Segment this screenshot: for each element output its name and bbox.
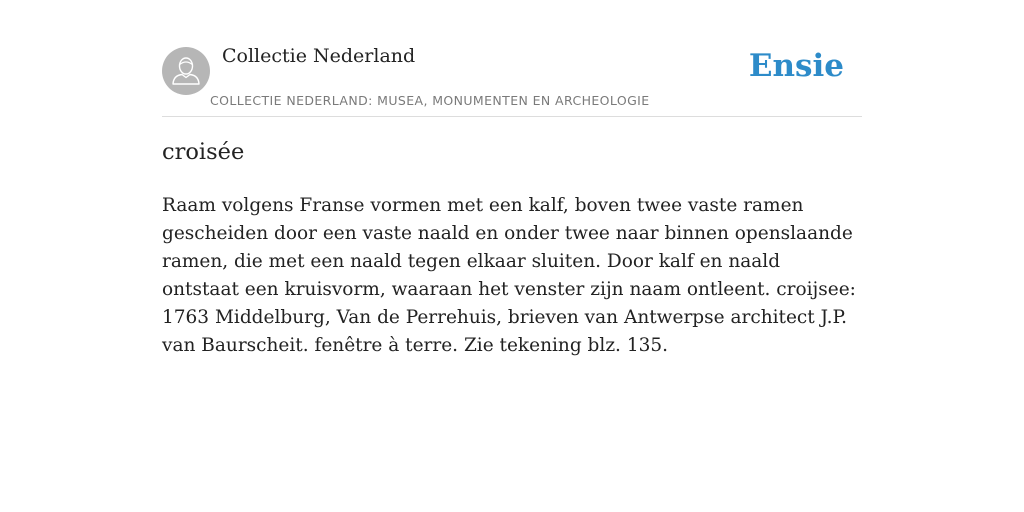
ensie-logo-link[interactable]: Ensie bbox=[748, 48, 844, 84]
entry-term: croisée bbox=[162, 139, 245, 165]
owner-subtitle: COLLECTIE NEDERLAND: MUSEA, MONUMENTEN EN ARCHEOLOGIE bbox=[210, 93, 650, 108]
user-icon bbox=[162, 47, 210, 95]
entry-card bbox=[162, 0, 862, 512]
avatar[interactable] bbox=[162, 47, 210, 95]
entry-header bbox=[162, 0, 862, 117]
owner-name[interactable]: Collectie Nederland bbox=[222, 45, 416, 67]
entry-definition: Raam volgens Franse vormen met een kalf, boven twee vaste ramen gescheiden door een vaste naald en onder twee naar binnen openslaande ramen, die met een naald tegen elkaar sluiten. Door kalf en naald ontstaat een kruisvorm, waaraan het venster zijn naam ontleent. croijsee: 1763 Middelburg, Van de Perrehuis, brieven van Antwerpse architect J.P. van Baurscheit. fenêtre à terre. Zie tekening blz. 135. bbox=[162, 195, 856, 356]
